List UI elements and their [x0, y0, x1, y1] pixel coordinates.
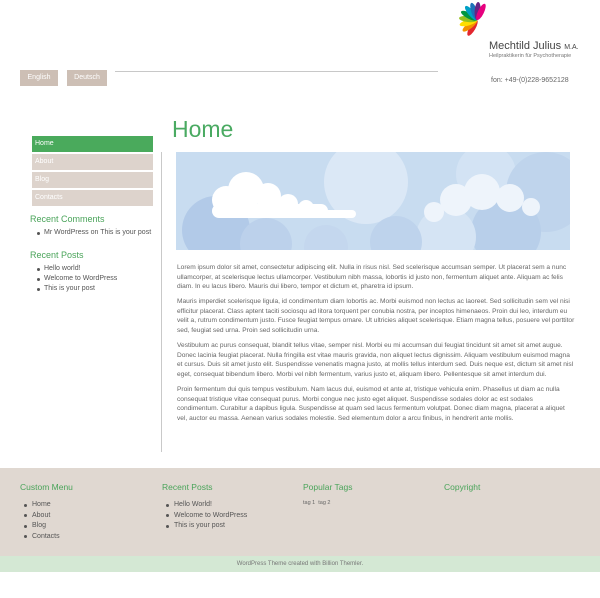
content-paragraph: Vestibulum ac purus consequat, blandit tellus vitae, semper nisl. Morbi eu mi accumsan dui feugiat tincidunt sit amet sit amet augue. Donec lacinia feugiat placerat. Nulla fringilla est vitae mauris gravida, non aliquet lectus dignissim. Aliquam vestibulum euismod magna et cursus. Duis sit amet justo elit. Suspendisse venenatis magna justo, at mollis tellus interdum sed. Duis neque est, dictum sit amet nisl eget, consequat bibendum libero. Morbi vel nibh fermentum, varius justo et, aliquam libero. Pellentesque sit amet interdum dui. — [177, 342, 574, 378]
content-paragraph: Mauris imperdiet scelerisque ligula, id condimentum diam lobortis ac. Morbi euismod non lectus ac laoreet. Sed sollicitudin sem vel nisi efficitur placerat. Class aptent taciti sociosqu ad litora torquent per conubia nostra, per inceptos himenaeos. Proin dui leo, interdum eu velit a, rutrum condimentum justo. Fusce feugiat tempus ornare. Ut ultricies aliquet scelerisque. Etiam magna tellus, posuere vel porttitor sed, feugiat sed urna. Proin sed sollicitudin urna. — [177, 298, 575, 335]
footer — [0, 468, 600, 556]
footer-recent-posts — [162, 482, 247, 532]
comment-post-link[interactable]: This is your post — [100, 229, 152, 236]
footer-menu-item-home[interactable]: Home — [32, 500, 73, 511]
theme-credit: WordPress Theme created with Billion Themler. — [0, 556, 600, 572]
comment-on-text: on — [90, 229, 99, 236]
recent-posts-list — [44, 265, 117, 295]
list-item[interactable] — [44, 285, 117, 293]
nav-item-about[interactable]: About — [32, 154, 153, 170]
footer-menu-item-about[interactable]: About — [32, 511, 73, 522]
recent-posts-title: Recent Posts — [30, 250, 84, 260]
footer-copyright — [444, 482, 480, 500]
sidebar-divider — [161, 152, 162, 452]
phone-number: fon: +49-(0)228-9652128 — [491, 77, 569, 84]
footer-custom-menu-title: Custom Menu — [20, 482, 73, 492]
comment-author-link[interactable]: Mr WordPress — [44, 229, 89, 236]
language-english-button[interactable]: English — [20, 70, 58, 86]
banner-clouds-image — [176, 152, 570, 250]
content-paragraph: Lorem ipsum dolor sit amet, consectetur adipiscing elit. Nulla in risus nisl. Sed scelerisque accumsan semper. Ut placerat sem a nunc ullamcorper, at scelerisque lectus ullamcorper. Vestibulum nibh massa, lobortis id justo non, fermentum aliquet ante. Aliquam ac felis diam. In eu lacus libero. Mauris dui libero, tempor et dictum et, pharetra id ipsum. — [177, 264, 567, 291]
footer-post-link[interactable]: This is your post — [174, 521, 247, 532]
footer-custom-menu — [20, 482, 73, 542]
content-paragraph: Proin fermentum dui quis tempus vestibulum. Nam lacus dui, euismod et ante at, tristique vehicula enim. Phasellus ut diam ac nulla consequat tristique vitae consequat purus. Morbi congue nec justo eget aliquet. Suspendisse sodales dolor ac est sodales condimentum. Curabitur a dapibus ligula. Suspendisse at quam sed lacus fermentum volutpat. Donec diam magna, placerat a aliquet vel, auctor eu massa. Aenean varius sodales molestie. Sed elementum dolor a arcu finibus, in hendrerit ante mollis. — [177, 386, 565, 422]
logo-subtitle: Heilpraktikerin für Psychotherapie — [489, 53, 572, 59]
footer-popular-tags — [303, 482, 352, 506]
nav-item-home[interactable]: Home — [32, 136, 153, 152]
site-logo[interactable] — [455, 2, 585, 64]
logo-suffix: M.A. — [564, 44, 579, 51]
tag-link[interactable]: tag 2 — [318, 500, 331, 506]
nav-item-blog[interactable]: Blog — [32, 172, 153, 188]
tag-link[interactable]: tag 1 — [303, 500, 316, 506]
post-link[interactable]: This is your post — [44, 285, 95, 292]
page-title: Home — [172, 116, 234, 142]
list-item — [44, 229, 151, 237]
post-link[interactable]: Welcome to WordPress — [44, 275, 118, 282]
logo-name: Mechtild Julius — [489, 40, 562, 52]
footer-recent-posts-title: Recent Posts — [162, 482, 213, 492]
language-deutsch-button[interactable]: Deutsch — [67, 70, 107, 86]
list-item[interactable] — [44, 275, 117, 283]
footer-post-link[interactable]: Hello World! — [174, 500, 247, 511]
logo-flower-icon — [455, 2, 515, 42]
nav-item-contacts[interactable]: Contacts — [32, 190, 153, 206]
recent-comments-list — [44, 229, 151, 239]
main-content — [177, 263, 575, 429]
post-link[interactable]: Hello world! — [44, 265, 81, 272]
recent-comments-title: Recent Comments — [30, 214, 105, 224]
tag-cloud — [303, 500, 352, 506]
footer-menu-item-blog[interactable]: Blog — [32, 521, 73, 532]
footer-copyright-title: Copyright — [444, 482, 481, 492]
sidebar-nav — [32, 136, 153, 208]
footer-popular-tags-title: Popular Tags — [303, 482, 353, 492]
footer-post-link[interactable]: Welcome to WordPress — [174, 511, 247, 522]
list-item[interactable] — [44, 265, 117, 273]
header-divider — [115, 71, 438, 72]
footer-menu-item-contacts[interactable]: Contacts — [32, 532, 73, 543]
